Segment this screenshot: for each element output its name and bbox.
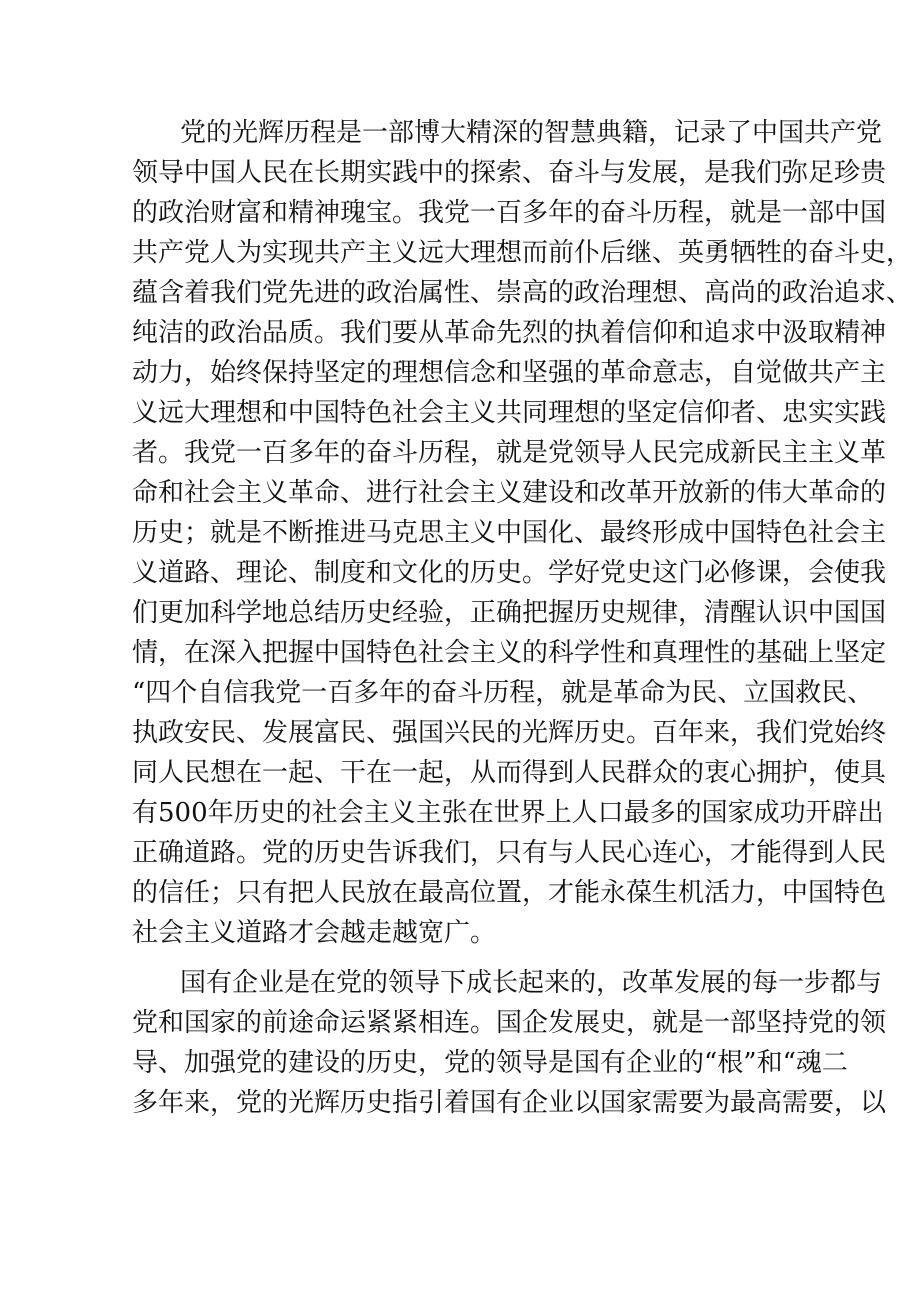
paragraph-1-line-20: 的信任；只有把人民放在最高位置，才能永葆生机活力，中国特色 — [132, 878, 887, 908]
paragraph-1-line-10: 命和社会主义革命、进行社会主义建设和改革开放新的伟大革命的 — [132, 478, 887, 508]
paragraph-1-line-15: “四个自信我党一百多年的奋斗历程，就是革命为民、立国救民、 — [132, 678, 874, 708]
paragraph-1-line-8: 义远大理想和中国特色社会主义共同理想的坚定信仰者、忠实实践 — [132, 398, 887, 428]
paragraph-1-line-21: 社会主义道路才会越走越宽广。 — [132, 918, 497, 948]
paragraph-1-line-17: 同人民想在一起、干在一起，从而得到人民群众的衷心拥护，使具 — [132, 758, 887, 788]
paragraph-1-line-2: 领导中国人民在长期实践中的探索、奋斗与发展，是我们弥足珍贵 — [132, 158, 887, 188]
paragraph-1-line-6: 纯洁的政治品质。我们要从革命先烈的执着信仰和追求中汲取精神 — [132, 318, 887, 348]
paragraph-2-line-4: 多年来，党的光辉历史指引着国有企业以国家需要为最高需要，以 — [132, 1088, 887, 1118]
paragraph-1-line-16: 执政安民、发展富民、强国兴民的光辉历史。百年来，我们党始终 — [132, 718, 887, 748]
paragraph-1-line-18: 有500年历史的社会主义主张在世界上人口最多的国家成功开辟出 — [132, 798, 884, 828]
paragraph-1-line-13: 们更加科学地总结历史经验，正确把握历史规律，清醒认识中国国 — [132, 598, 887, 628]
paragraph-1-line-11: 历史；就是不断推进马克思主义中国化、最终形成中国特色社会主 — [132, 518, 887, 548]
paragraph-1-line-5: 蕴含着我们党先进的政治属性、崇高的政治理想、高尚的政治追求、 — [132, 278, 913, 308]
paragraph-1-line-7: 动力，始终保持坚定的理想信念和坚强的革命意志，自觉做共产主 — [132, 358, 887, 388]
paragraph-1-line-19: 正确道路。党的历史告诉我们，只有与人民心连心，才能得到人民 — [132, 838, 887, 868]
paragraph-1-line-14: 情，在深入把握中国特色社会主义的科学性和真理性的基础上坚定 — [132, 638, 887, 668]
paragraph-2-line-1: 国有企业是在党的领导下成长起来的，改革发展的每一步都与 — [180, 968, 883, 998]
paragraph-2-line-3: 导、加强党的建设的历史，党的领导是国有企业的“根”和“魂二 — [132, 1048, 848, 1078]
paragraph-1-line-3: 的政治财富和精神瑰宝。我党一百多年的奋斗历程，就是一部中国 — [132, 198, 887, 228]
paragraph-1-line-4: 共产党人为实现共产主义远大理想而前仆后继、英勇牺牲的奋斗史， — [132, 238, 913, 268]
paragraph-1-line-9: 者。我党一百多年的奋斗历程，就是党领导人民完成新民主主义革 — [132, 438, 887, 468]
paragraph-1-line-1: 党的光辉历程是一部博大精深的智慧典籍，记录了中国共产党 — [180, 118, 883, 148]
paragraph-2-line-2: 党和国家的前途命运紧紧相连。国企发展史，就是一部坚持党的领 — [132, 1008, 887, 1038]
paragraph-1-line-12: 义道路、理论、制度和文化的历史。学好党史这门必修课，会使我 — [132, 558, 887, 588]
